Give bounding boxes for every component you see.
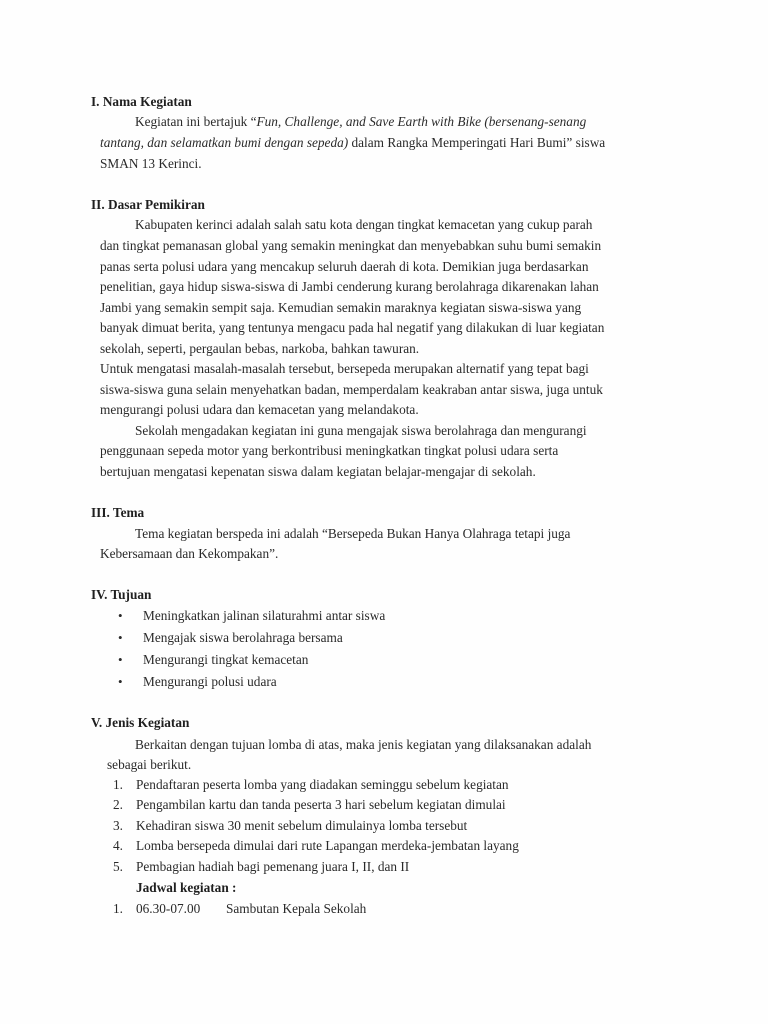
- schedule-time: 06.30-07.00: [136, 901, 201, 916]
- bullet-icon: •: [118, 608, 123, 623]
- paragraph-line: Untuk mengatasi masalah-masalah tersebut, bersepeda merupakan alternatif yang tepat bagi: [100, 361, 589, 376]
- paragraph-line: banyak dimuat berita, yang tentunya mengacu pada hal negatif yang dilakukan di luar kegiatan: [100, 320, 605, 335]
- list-item: Pembagian hadiah bagi pemenang juara I, II, dan II: [136, 859, 410, 874]
- schedule-title: Jadwal kegiatan :: [136, 880, 237, 895]
- paragraph-line: siswa-siswa guna selain menyehatkan badan, memperdalam keakraban antar siswa, juga untuk: [100, 382, 603, 397]
- paragraph-line: Sekolah mengadakan kegiatan ini guna mengajak siswa berolahraga dan mengurangi: [135, 423, 587, 438]
- heading-tema: III. Tema: [91, 505, 145, 520]
- paragraph-line: sebagai berikut.: [107, 757, 192, 772]
- paragraph-line: Berkaitan dengan tujuan lomba di atas, maka jenis kegiatan yang dilaksanakan adalah: [135, 737, 592, 752]
- list-number: 3.: [113, 818, 123, 833]
- paragraph-line: sekolah, seperti, pergaulan bebas, narkoba, bahkan tawuran.: [100, 341, 420, 356]
- paragraph-line: Jambi yang semakin sempit saja. Kemudian semakin maraknya kegiatan siswa-siswa yang: [100, 300, 582, 315]
- paragraph-line: dan tingkat pemanasan global yang semakin meningkat dan menyebabkan suhu bumi semakin: [100, 238, 602, 253]
- paragraph-line: [135, 112, 586, 132]
- list-item: Mengurangi tingkat kemacetan: [143, 652, 309, 667]
- list-item: Mengurangi polusi udara: [143, 674, 277, 689]
- paragraph-line: Kebersamaan dan Kekompakan”.: [100, 546, 279, 561]
- paragraph-line: Tema kegiatan berspeda ini adalah “Bersepeda Bukan Hanya Olahraga tetapi juga: [135, 526, 571, 541]
- paragraph-line: [100, 133, 605, 153]
- list-number: 1.: [113, 901, 123, 916]
- paragraph-line: mengurangi polusi udara dan kemacetan yang melandakota.: [100, 402, 419, 417]
- bullet-icon: •: [118, 674, 123, 689]
- paragraph-line: SMAN 13 Kerinci.: [100, 156, 202, 171]
- text-span: Kegiatan ini bertajuk “: [135, 114, 257, 129]
- list-item: Pendaftaran peserta lomba yang diadakan seminggu sebelum kegiatan: [136, 777, 509, 792]
- paragraph-line: panas serta polusi udara yang mencakup seluruh daerah di kota. Demikian juga berdasarkan: [100, 259, 589, 274]
- list-number: 1.: [113, 777, 123, 792]
- list-item: Mengajak siswa berolahraga bersama: [143, 630, 343, 645]
- paragraph-line: penggunaan sepeda motor yang berkontribusi meningkatkan tingkat polusi udara serta: [100, 443, 559, 458]
- bullet-icon: •: [118, 630, 123, 645]
- paragraph-line: Kabupaten kerinci adalah salah satu kota dengan tingkat kemacetan yang cukup parah: [135, 217, 593, 232]
- list-item: Lomba bersepeda dimulai dari rute Lapangan merdeka-jembatan layang: [136, 838, 519, 853]
- schedule-activity: Sambutan Kepala Sekolah: [226, 901, 367, 916]
- list-number: 4.: [113, 838, 123, 853]
- heading-tujuan: IV. Tujuan: [91, 587, 152, 602]
- italic-title: Fun, Challenge, and Save Earth with Bike (bersenang-senang: [256, 114, 587, 129]
- list-item: Kehadiran siswa 30 menit sebelum dimulainya lomba tersebut: [136, 818, 468, 833]
- bullet-icon: •: [118, 652, 123, 667]
- list-number: 5.: [113, 859, 123, 874]
- paragraph-line: bertujuan mengatasi kepenatan siswa dalam kegiatan belajar-mengajar di sekolah.: [100, 464, 536, 479]
- heading-dasar-pemikiran: II. Dasar Pemikiran: [91, 197, 205, 212]
- italic-title: tantang, dan selamatkan bumi dengan sepeda): [100, 135, 349, 150]
- text-span: dalam Rangka Memperingati Hari Bumi” siswa: [348, 135, 606, 150]
- heading-jenis-kegiatan: V. Jenis Kegiatan: [91, 715, 190, 730]
- paragraph-line: penelitian, gaya hidup siswa-siswa di Jambi cenderung kurang berolahraga dikarenakan lahan: [100, 279, 599, 294]
- list-number: 2.: [113, 797, 123, 812]
- list-item: Pengambilan kartu dan tanda peserta 3 hari sebelum kegiatan dimulai: [136, 797, 506, 812]
- list-item: Meningkatkan jalinan silaturahmi antar siswa: [143, 608, 386, 623]
- heading-nama-kegiatan: I. Nama Kegiatan: [91, 94, 192, 109]
